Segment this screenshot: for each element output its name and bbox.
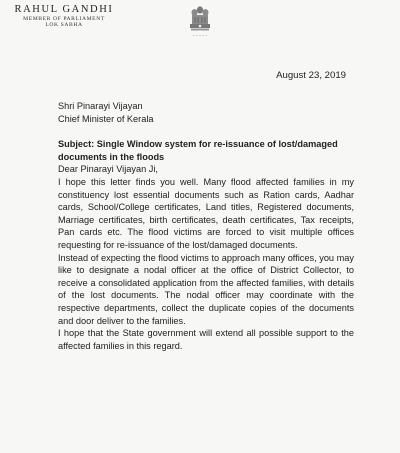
letterhead-name: RAHUL GANDHI [14,4,114,15]
letter-body [58,100,354,352]
national-emblem-icon [186,4,214,50]
recipient-block [58,100,354,125]
letter-subject: Subject: Single Window system for re-issuance of lost/damaged documents in the floods [58,139,338,162]
letterhead [12,4,116,29]
recipient-name: Shri Pinarayi Vijayan [58,101,143,111]
body-paragraph: I hope that the State government will extend all possible support to the affected families in this regard. [58,328,354,351]
body-paragraph: Instead of expecting the flood victims to approach many offices, you may like to designate a nodal officer at the office of District Collector, to receive a consolidated application from the affected families, with details of the lost documents. The nodal officer may coordinate with the respective departments, collect the duplicate copies of the documents and door deliver to the families. [58,252,354,326]
letter-date: August 23, 2019 [276,70,346,81]
body-paragraph: I hope this letter finds you well. Many flood affected families in my constituency lost essential documents such as Ration cards, Aadhar cards, School/College certificates, Land titles, Registered documents, Marriage certificates, birth certificates, death certificates, Tax receipts, Pan cards etc. The flood victims are forced to visit multiple offices requesting for re-issuance of the lost/damaged documents. [58,176,354,250]
salutation: Dear Pinarayi Vijayan Ji, [58,164,158,175]
recipient-title: Chief Minister of Kerala [58,113,154,124]
svg-text:~~~~~: ~~~~~ [192,34,208,38]
letterhead-house: LOK SABHA [45,22,83,29]
letterhead-designation: MEMBER OF PARLIAMENT [23,16,105,23]
